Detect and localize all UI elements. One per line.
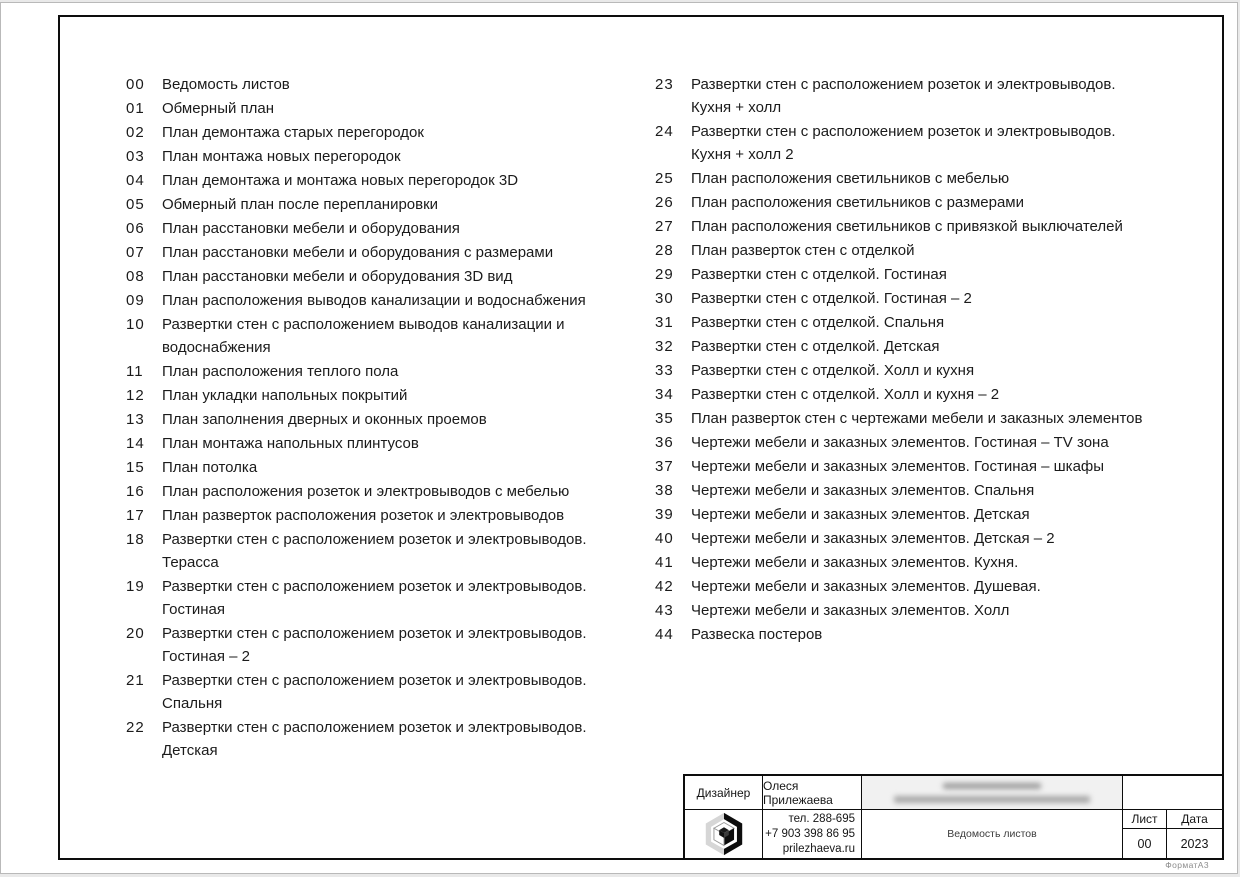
- sheet-list-item: [126, 145, 640, 168]
- sheet-title: [691, 167, 1009, 190]
- sheet-number-label: 25: [655, 170, 674, 187]
- sheet-title: [691, 623, 822, 646]
- sheet-title-line: Развертки стен с расположением розеток и электровыводов.: [162, 625, 587, 642]
- sheet-title-line: План расположения светильников с размерами: [691, 194, 1024, 211]
- sheet-title-line: Гостиная: [162, 601, 225, 618]
- sheet-list-item: [126, 716, 640, 762]
- sheet-number-label: 28: [655, 242, 674, 259]
- sheet-title: [691, 575, 1041, 598]
- sheet-title-line: Развертки стен с отделкой. Гостиная: [691, 266, 947, 283]
- sheet-title: [691, 263, 947, 286]
- sheet-title: [162, 289, 586, 312]
- sheet-number-label: 30: [655, 290, 674, 307]
- sheet-title-line: Чертежи мебели и заказных элементов. Гостиная – TV зона: [691, 434, 1109, 451]
- sheet-number-label: 27: [655, 218, 674, 235]
- sheet-list-item: [126, 265, 640, 288]
- sheet-list-item: [655, 479, 1173, 502]
- sheet-number-label: 04: [126, 172, 145, 189]
- sheet-title: [162, 265, 512, 288]
- sheet-number-label: 44: [655, 626, 674, 643]
- date-value-cell: [1167, 829, 1222, 858]
- sheet-title-line: План демонтажа и монтажа новых перегородок 3D: [162, 172, 519, 189]
- sheet-number-cell: [1123, 829, 1167, 858]
- sheet-number-label: 32: [655, 338, 674, 355]
- sheet-number-label: 36: [655, 434, 674, 451]
- sheet-list-item: [655, 599, 1173, 622]
- sheet-title: [162, 241, 553, 264]
- sheet-list-item: [655, 551, 1173, 574]
- sheet-number-label: 26: [655, 194, 674, 211]
- sheet-list-item: [126, 432, 640, 455]
- sheet-number-label: 12: [126, 387, 145, 404]
- format-label: ФорматА3: [1165, 860, 1209, 870]
- sheet-number-label: 00: [126, 76, 145, 93]
- sheet-list-left-column: [126, 73, 640, 763]
- sheet-title-line: План расположения светильников с привязкой выключателей: [691, 218, 1123, 235]
- sheet-title: [162, 73, 290, 96]
- sheet-title: [162, 169, 518, 192]
- sheet-title: [691, 527, 1055, 550]
- sheet-title-line: Чертежи мебели и заказных элементов. Холл: [691, 602, 1010, 619]
- sheet-list-item: [655, 191, 1173, 214]
- sheet-number-label: 24: [655, 123, 674, 140]
- sheet-title: [162, 384, 407, 407]
- sheet-title-line: План потолка: [162, 459, 258, 476]
- date-value: 2023: [1180, 836, 1209, 851]
- sheet-title: [162, 575, 587, 621]
- document-title: Ведомость листов: [947, 828, 1037, 840]
- sheet-list-item: [126, 622, 640, 668]
- sheet-title: [162, 456, 257, 479]
- sheet-title: [691, 120, 1116, 166]
- designer-contacts-cell: [763, 810, 862, 858]
- sheet-list-item: [655, 120, 1173, 166]
- sheet-number-label: 19: [126, 578, 145, 595]
- sheet-title: [691, 503, 1030, 526]
- sheet-title: [691, 191, 1024, 214]
- sheet-title: [162, 669, 587, 715]
- sheet-title-line: Кухня + холл 2: [691, 146, 794, 163]
- sheet-list-item: [655, 215, 1173, 238]
- sheet-number-label: 09: [126, 292, 145, 309]
- sheet-title: [162, 716, 587, 762]
- sheet-title: [162, 360, 398, 383]
- sheet-title-line: Развертки стен с расположением розеток и электровыводов.: [162, 719, 587, 736]
- sheet-title-line: Развертки стен с расположением розеток и электровыводов.: [162, 578, 587, 595]
- sheet-title: [162, 480, 569, 503]
- sheet-list-item: [126, 408, 640, 431]
- designer-name-cell: [763, 776, 862, 810]
- sheet-title-line: План расстановки мебели и оборудования с размерами: [162, 244, 554, 261]
- sheet-title-line: План расстановки мебели и оборудования: [162, 220, 460, 237]
- sheet-list-item: [126, 504, 640, 527]
- sheet-title: [162, 313, 565, 359]
- sheet-title: [691, 551, 1018, 574]
- sheet-title-line: План демонтажа старых перегородок: [162, 124, 424, 141]
- sheet-title-line: Спальня: [162, 695, 223, 712]
- sheet-title-line: водоснабжения: [162, 339, 271, 356]
- sheet-title-line: Гостиная – 2: [162, 648, 250, 665]
- sheet-list-item: [655, 431, 1173, 454]
- title-block-empty-cell: [1123, 776, 1222, 810]
- sheet-list-item: [655, 239, 1173, 262]
- sheet-title-line: План расположения теплого пола: [162, 363, 399, 380]
- sheet-title: [691, 311, 944, 334]
- sheet-list-item: [126, 456, 640, 479]
- sheet-number-label: 10: [126, 316, 145, 333]
- sheet-number-label: 14: [126, 435, 145, 452]
- sheet-title-line: План монтажа напольных плинтусов: [162, 435, 419, 452]
- sheet-list-item: [655, 335, 1173, 358]
- sheet-title: [691, 359, 974, 382]
- sheet-number-label: 29: [655, 266, 674, 283]
- designer-logo-cell: [685, 810, 763, 858]
- sheet-number-label: 22: [126, 719, 145, 736]
- sheet-title-line: Развертки стен с расположением розеток и электровыводов.: [162, 531, 587, 548]
- sheet-number-label: 40: [655, 530, 674, 547]
- designer-name: Олеся Прилежаева: [763, 778, 833, 807]
- sheet-list-item: [126, 669, 640, 715]
- sheet-label: Лист: [1131, 812, 1158, 826]
- sheet-list-item: [655, 383, 1173, 406]
- sheet-title-line: Обмерный план: [162, 100, 275, 117]
- sheet-title: [691, 455, 1104, 478]
- sheet-list-item: [126, 193, 640, 216]
- sheet-title-line: План разверток расположения розеток и электровыводов: [162, 507, 565, 524]
- sheet-list-item: [655, 527, 1173, 550]
- sheet-list-item: [126, 97, 640, 120]
- sheet-number-label: 03: [126, 148, 145, 165]
- sheet-title: [691, 287, 972, 310]
- sheet-title-line: Чертежи мебели и заказных элементов. Детская – 2: [691, 530, 1055, 547]
- sheet-title: [162, 217, 460, 240]
- sheet-list-item: [655, 167, 1173, 190]
- sheet-title-line: Развеска постеров: [691, 626, 823, 643]
- sheet-number-label: 18: [126, 531, 145, 548]
- sheet-list-item: [126, 528, 640, 574]
- sheet-title: [162, 622, 587, 668]
- sheet-list-item: [126, 575, 640, 621]
- sheet-title-line: Чертежи мебели и заказных элементов. Детская: [691, 506, 1030, 523]
- sheet-title-line: План расположения выводов канализации и водоснабжения: [162, 292, 586, 309]
- drawing-frame: [58, 15, 1224, 860]
- sheet-title: [162, 193, 438, 216]
- sheet-page: [0, 2, 1238, 874]
- sheet-title-line: План монтажа новых перегородок: [162, 148, 401, 165]
- sheet-number-label: 06: [126, 220, 145, 237]
- sheet-title-line: Терасса: [162, 554, 219, 571]
- date-label-cell: [1167, 810, 1222, 829]
- sheet-number-label: 20: [126, 625, 145, 642]
- sheet-number-label: 16: [126, 483, 145, 500]
- sheet-number: 00: [1137, 836, 1152, 851]
- sheet-title-line: План расстановки мебели и оборудования 3D вид: [162, 268, 513, 285]
- sheet-number-label: 21: [126, 672, 145, 689]
- sheet-number-label: 07: [126, 244, 145, 261]
- sheet-title: [162, 528, 587, 574]
- sheet-title-line: Ведомость листов: [162, 76, 290, 93]
- sheet-number-label: 43: [655, 602, 674, 619]
- sheet-title-line: Чертежи мебели и заказных элементов. Душевая.: [691, 578, 1041, 595]
- sheet-list-item: [126, 360, 640, 383]
- sheet-title-line: Детская: [162, 742, 218, 759]
- sheet-title-line: Чертежи мебели и заказных элементов. Спальня: [691, 482, 1035, 499]
- sheet-title-line: Чертежи мебели и заказных элементов. Гостиная – шкафы: [691, 458, 1105, 475]
- sheet-title-line: Обмерный план после перепланировки: [162, 196, 439, 213]
- sheet-list-item: [655, 263, 1173, 286]
- sheet-title-line: План расположения розеток и электровыводов с мебелью: [162, 483, 570, 500]
- sheet-number-label: 39: [655, 506, 674, 523]
- sheet-list-item: [126, 241, 640, 264]
- designer-role-cell: [685, 776, 763, 810]
- sheet-number-label: 41: [655, 554, 674, 571]
- redacted-text-line: [894, 796, 1089, 803]
- sheet-number-label: 15: [126, 459, 145, 476]
- sheet-title-line: План разверток стен с чертежами мебели и заказных элементов: [691, 410, 1143, 427]
- isometric-cube-logo-icon: [701, 811, 747, 857]
- sheet-list-item: [126, 217, 640, 240]
- document-title-cell: [862, 810, 1123, 858]
- sheet-title-line: Развертки стен с отделкой. Гостиная – 2: [691, 290, 972, 307]
- sheet-number-label: 08: [126, 268, 145, 285]
- sheet-list-item: [126, 121, 640, 144]
- sheet-number-label: 23: [655, 76, 674, 93]
- title-block: [683, 774, 1222, 858]
- sheet-title-line: Развертки стен с расположением розеток и электровыводов.: [691, 123, 1116, 140]
- sheet-title: [691, 383, 999, 406]
- sheet-title-line: План разверток стен с отделкой: [691, 242, 915, 259]
- sheet-list-item: [126, 73, 640, 96]
- sheet-list-item: [655, 359, 1173, 382]
- sheet-number-label: 13: [126, 411, 145, 428]
- sheet-list-item: [655, 575, 1173, 598]
- sheet-title: [691, 239, 915, 262]
- phone-line-1: тел. 288-695: [788, 812, 855, 825]
- sheet-title-line: Кухня + холл: [691, 99, 782, 116]
- sheet-title-line: Развертки стен с расположением розеток и электровыводов.: [162, 672, 587, 689]
- sheet-number-label: 05: [126, 196, 145, 213]
- designer-role-label: Дизайнер: [696, 785, 751, 800]
- sheet-title: [691, 73, 1116, 119]
- sheet-number-label: 02: [126, 124, 145, 141]
- sheet-title: [162, 121, 424, 144]
- sheet-title: [162, 145, 401, 168]
- date-label: Дата: [1181, 812, 1208, 826]
- sheet-title-line: План укладки напольных покрытий: [162, 387, 408, 404]
- sheet-label-cell: [1123, 810, 1167, 829]
- sheet-list-item: [655, 623, 1173, 646]
- redacted-project-info: [862, 776, 1123, 810]
- sheet-list-item: [655, 407, 1173, 430]
- sheet-title: [691, 407, 1142, 430]
- website: prilezhaeva.ru: [782, 842, 855, 855]
- sheet-number-label: 01: [126, 100, 145, 117]
- sheet-list-item: [126, 169, 640, 192]
- sheet-number-label: 42: [655, 578, 674, 595]
- sheet-title: [162, 97, 274, 120]
- sheet-number-label: 34: [655, 386, 674, 403]
- sheet-list-item: [655, 287, 1173, 310]
- sheet-title-line: Развертки стен с расположением розеток и электровыводов.: [691, 76, 1116, 93]
- sheet-number-label: 17: [126, 507, 145, 524]
- sheet-title-line: Чертежи мебели и заказных элементов. Кухня.: [691, 554, 1019, 571]
- sheet-number-label: 11: [126, 363, 144, 380]
- phone-line-2: +7 903 398 86 95: [765, 827, 855, 840]
- sheet-list-right-column: [655, 73, 1173, 647]
- sheet-title: [162, 408, 487, 431]
- sheet-number-label: 33: [655, 362, 674, 379]
- sheet-list-item: [126, 384, 640, 407]
- sheet-list-item: [655, 73, 1173, 119]
- sheet-list-item: [655, 503, 1173, 526]
- sheet-list-item: [655, 311, 1173, 334]
- sheet-title-line: Развертки стен с отделкой. Детская: [691, 338, 940, 355]
- sheet-title: [162, 504, 564, 527]
- sheet-title-line: Развертки стен с отделкой. Холл и кухня – 2: [691, 386, 1000, 403]
- sheet-title: [691, 431, 1109, 454]
- sheet-number-label: 37: [655, 458, 674, 475]
- sheet-title: [691, 335, 939, 358]
- sheet-title-line: Развертки стен с отделкой. Холл и кухня: [691, 362, 975, 379]
- sheet-title-line: Развертки стен с отделкой. Спальня: [691, 314, 945, 331]
- sheet-number-label: 38: [655, 482, 674, 499]
- sheet-number-label: 35: [655, 410, 674, 427]
- sheet-list-item: [126, 289, 640, 312]
- sheet-number-label: 31: [655, 314, 674, 331]
- sheet-list-item: [655, 455, 1173, 478]
- sheet-title-line: План расположения светильников с мебелью: [691, 170, 1010, 187]
- redacted-text-line: [943, 783, 1041, 789]
- sheet-title-line: План заполнения дверных и оконных проемов: [162, 411, 487, 428]
- sheet-title: [691, 599, 1009, 622]
- sheet-list-item: [126, 480, 640, 503]
- sheet-list-item: [126, 313, 640, 359]
- sheet-title: [691, 215, 1123, 238]
- sheet-title-line: Развертки стен с расположением выводов канализации и: [162, 316, 565, 333]
- sheet-title: [162, 432, 419, 455]
- sheet-title: [691, 479, 1034, 502]
